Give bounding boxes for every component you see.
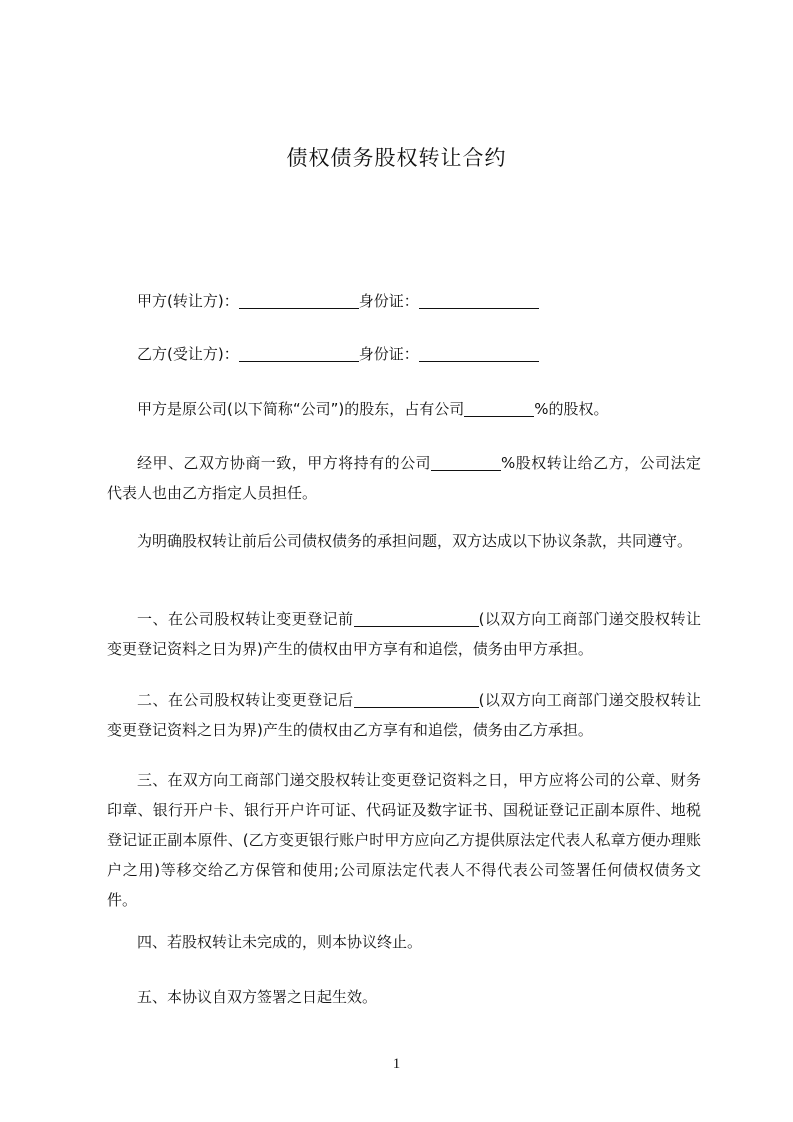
agree-text-before: 经甲、乙双方协商一致，甲方将持有的公司 — [137, 454, 432, 472]
clause-3: 三、在双方向工商部门递交股权转让变更登记资料之日，甲方应将公司的公章、财务印章、银行开户卡、银行开户许可证、代码证及数字证书、国税证登记正副本原件、地税登记证正副本原件、(乙方变更银行账户时甲方应向乙方提供原法定代表人私章方便办理账户之用)等移交给乙方保管和使用;公司原法定代表人不得代表公司签署任何债权债务文件。 — [107, 771, 701, 909]
party-a-label: 甲方(转让方)： — [137, 292, 239, 310]
share-paragraph — [107, 394, 701, 424]
party-a-name-blank[interactable] — [239, 293, 359, 309]
party-b-id-blank[interactable] — [419, 346, 539, 362]
party-a-line — [107, 286, 701, 316]
page-number: 1 — [392, 1056, 401, 1072]
clause-2 — [107, 685, 701, 745]
clause-4: 四、若股权转让未完成的，则本协议终止。 — [137, 933, 423, 951]
clause-2-blank[interactable] — [354, 692, 479, 708]
share-text-after: %的股权。 — [534, 400, 609, 418]
clause-5: 五、本协议自双方签署之日起生效。 — [137, 988, 378, 1006]
party-b-name-blank[interactable] — [239, 346, 359, 362]
share-percent-blank[interactable] — [464, 401, 534, 417]
agree-text-after: %股权转让给乙方，公司法定代表人也由乙方指定人员担任。 — [107, 454, 701, 502]
party-b-id-label: 身份证： — [358, 345, 419, 363]
clause-1-blank[interactable] — [354, 611, 479, 627]
share-text-before: 甲方是原公司(以下简称“公司”)的股东，占有公司 — [137, 400, 465, 418]
clause-1 — [107, 604, 701, 664]
party-b-line — [107, 339, 701, 369]
party-a-id-label: 身份证： — [358, 292, 419, 310]
party-a-id-blank[interactable] — [419, 293, 539, 309]
clause-1-text-before: 一、在公司股权转让变更登记前 — [137, 610, 354, 628]
clause-2-text-after: (以双方向工商部门递交股权转让变更登记资料之日为界)产生的债权由乙方享有和追偿，债务由乙方承担。 — [107, 691, 701, 739]
party-b-label: 乙方(受让方)： — [137, 345, 239, 363]
agreement-paragraph — [107, 448, 701, 508]
purpose-paragraph: 为明确股权转让前后公司债权债务的承担问题，双方达成以下协议条款，共同遵守。 — [137, 532, 693, 550]
document-title: 债权债务股权转让合约 — [286, 146, 507, 170]
clause-1-text-after: (以双方向工商部门递交股权转让变更登记资料之日为界)产生的债权由甲方享有和追偿，债务由甲方承担。 — [107, 610, 701, 658]
clause-2-text-before: 二、在公司股权转让变更登记后 — [137, 691, 354, 709]
agree-percent-blank[interactable] — [431, 455, 501, 471]
